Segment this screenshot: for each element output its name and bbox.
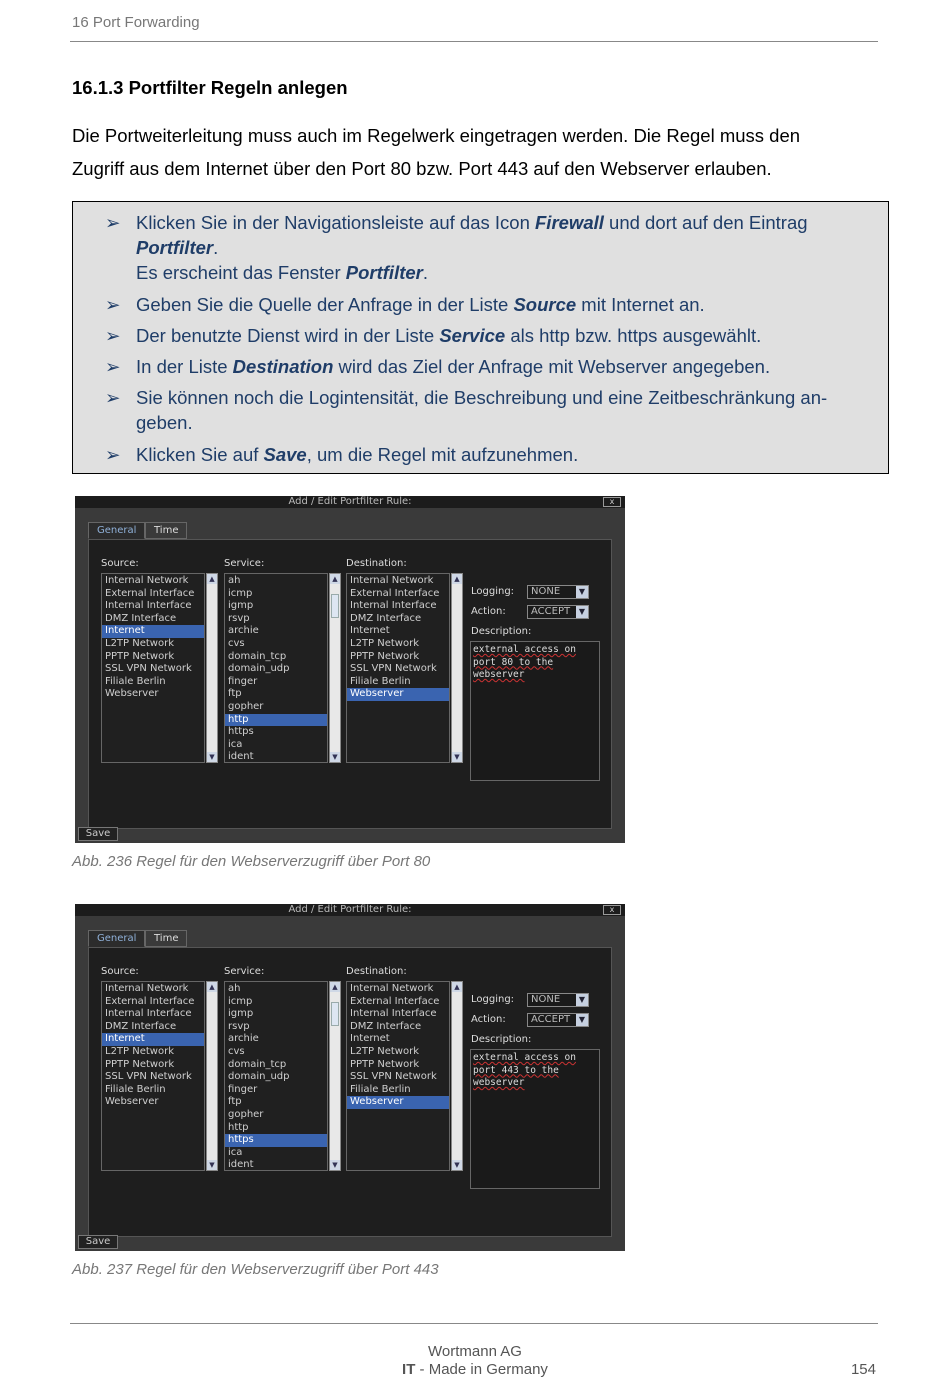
- destination-list-item[interactable]: L2TP Network: [350, 1045, 420, 1057]
- arrow-bullet-icon: ➢: [105, 356, 121, 377]
- logging-value: NONE: [531, 586, 561, 597]
- step-6-save: Save: [263, 444, 307, 465]
- service-list-item[interactable]: domain_udp: [228, 1071, 290, 1083]
- step-1-text-e: .: [213, 237, 219, 258]
- dialog-title: Add / Edit Portfilter Rule:: [288, 904, 412, 915]
- service-list-item[interactable]: icmp: [228, 995, 253, 1007]
- scroll-up-icon[interactable]: ▲: [207, 982, 217, 992]
- scroll-up-icon[interactable]: ▲: [330, 574, 340, 584]
- logging-label: Logging:: [471, 994, 515, 1005]
- intro-line-1: Die Portweiterleitung muss auch im Regelwerk eingetragen werden. Die Regel muss den: [72, 125, 801, 146]
- destination-list-item[interactable]: Internal Network: [350, 575, 434, 586]
- step-1-text-a: Klicken Sie in der Navigationsleiste auf das Icon: [136, 212, 535, 233]
- destination-list-item[interactable]: PPTP Network: [350, 1058, 420, 1070]
- close-icon[interactable]: x: [603, 905, 621, 915]
- step-5-text-b: geben.: [136, 412, 193, 433]
- description-line: external access on: [473, 1052, 576, 1063]
- destination-list-item[interactable]: External Interface: [350, 587, 440, 599]
- scroll-up-icon[interactable]: ▲: [330, 982, 340, 992]
- figure-caption-236: Abb. 236 Regel für den Webserverzugriff über Port 80: [72, 853, 431, 870]
- logging-label: Logging:: [471, 586, 515, 597]
- portfilter-dialog-screenshot-2: [75, 904, 625, 1251]
- tab-time[interactable]: Time: [145, 930, 187, 947]
- service-list-item[interactable]: domain_tcp: [228, 1058, 287, 1070]
- source-list-item[interactable]: Internet: [102, 1033, 204, 1046]
- service-list-scrollbar[interactable]: [329, 981, 341, 1171]
- service-list-item[interactable]: http: [228, 1121, 249, 1133]
- scroll-up-icon[interactable]: ▲: [452, 982, 462, 992]
- destination-label: Destination:: [346, 558, 407, 569]
- source-list-scrollbar[interactable]: [206, 573, 218, 763]
- footer-tag-bold: IT: [402, 1361, 416, 1378]
- destination-list-item[interactable]: Internal Network: [350, 983, 434, 994]
- destination-list-item[interactable]: Filiale Berlin: [350, 675, 411, 687]
- service-list-item[interactable]: finger: [228, 675, 258, 687]
- source-list-item[interactable]: L2TP Network: [105, 637, 175, 649]
- tab-general[interactable]: General: [88, 930, 145, 947]
- description-line: port 80 to the: [473, 656, 554, 668]
- service-list-item[interactable]: ident: [228, 1159, 254, 1171]
- service-list-item[interactable]: domain_tcp: [228, 650, 287, 662]
- source-list-item[interactable]: Internal Network: [105, 983, 189, 994]
- arrow-bullet-icon: ➢: [105, 444, 121, 465]
- footer-divider: [70, 1323, 878, 1324]
- service-list-scrollbar[interactable]: [329, 573, 341, 763]
- destination-list-item[interactable]: Internal Interface: [350, 600, 437, 612]
- step-4-text-a: In der Liste: [136, 356, 233, 377]
- service-label: Service:: [224, 558, 265, 569]
- source-list-item[interactable]: Webserver: [105, 688, 159, 700]
- source-list-item[interactable]: Internet: [102, 625, 204, 638]
- destination-list[interactable]: [346, 981, 450, 1171]
- arrow-bullet-icon: ➢: [105, 325, 121, 346]
- source-list-item[interactable]: PPTP Network: [105, 1058, 175, 1070]
- service-list-item[interactable]: icmp: [228, 587, 253, 599]
- service-list-item[interactable]: ftp: [228, 688, 242, 700]
- dialog-titlebar: [75, 496, 625, 508]
- scroll-down-icon[interactable]: ▼: [330, 752, 340, 762]
- destination-list-item[interactable]: Internet: [350, 625, 390, 637]
- step-2-source: Source: [513, 294, 577, 315]
- chevron-down-icon[interactable]: ▼: [576, 994, 588, 1006]
- description-line: port 443 to the: [473, 1064, 559, 1076]
- step-1-text-f: Es erscheint das Fenster: [136, 262, 346, 283]
- scroll-down-icon[interactable]: ▼: [452, 752, 462, 762]
- intro-line-2: Zugriff aus dem Internet über den Port 80 bzw. Port 443 auf den Webserver erlauben.: [72, 158, 772, 179]
- destination-list-item[interactable]: Webserver: [347, 688, 449, 701]
- step-5-text-a: Sie können noch die Logintensität, die Beschreibung und eine Zeitbeschränkung an-: [136, 387, 828, 408]
- service-list-item[interactable]: rsvp: [228, 1020, 250, 1032]
- step-4-text-c: wird das Ziel der Anfrage mit Webserver angegeben.: [333, 356, 771, 377]
- description-textarea[interactable]: [470, 1049, 600, 1189]
- destination-list-scrollbar[interactable]: [451, 573, 463, 763]
- service-list-item[interactable]: archie: [228, 625, 259, 637]
- source-list[interactable]: [101, 981, 205, 1171]
- intro-paragraph: [72, 119, 872, 185]
- service-list-item[interactable]: rsvp: [228, 612, 250, 624]
- destination-list-item[interactable]: External Interface: [350, 995, 440, 1007]
- destination-list-item[interactable]: DMZ Interface: [350, 612, 422, 624]
- description-line: webserver: [473, 669, 525, 680]
- destination-list-scrollbar[interactable]: [451, 981, 463, 1171]
- description-line: webserver: [473, 1077, 525, 1088]
- close-icon[interactable]: x: [603, 497, 621, 507]
- destination-list-item[interactable]: Filiale Berlin: [350, 1083, 411, 1095]
- step-6-text-a: Klicken Sie auf: [136, 444, 264, 465]
- scroll-down-icon[interactable]: ▼: [207, 752, 217, 762]
- step-6-text-c: , um die Regel mit aufzunehmen.: [306, 444, 579, 465]
- step-1-text-c: und dort auf den Eintrag: [603, 212, 808, 233]
- step-2-text-c: mit Internet an.: [576, 294, 705, 315]
- scroll-thumb[interactable]: [331, 594, 339, 618]
- source-list-item[interactable]: L2TP Network: [105, 1045, 175, 1057]
- step-1-text-h: .: [422, 262, 428, 283]
- service-label: Service:: [224, 966, 265, 977]
- scroll-down-icon[interactable]: ▼: [452, 1160, 462, 1170]
- destination-list-item[interactable]: Internet: [350, 1033, 390, 1045]
- logging-select[interactable]: [527, 585, 589, 599]
- section-title: 16.1.3 Portfilter Regeln anlegen: [72, 77, 348, 98]
- source-list-item[interactable]: PPTP Network: [105, 650, 175, 662]
- service-list-item[interactable]: archie: [228, 1033, 259, 1045]
- service-list-item[interactable]: ident: [228, 751, 254, 763]
- tab-time[interactable]: Time: [145, 522, 187, 539]
- service-list[interactable]: [224, 573, 328, 763]
- scroll-up-icon[interactable]: ▲: [452, 574, 462, 584]
- service-list-item[interactable]: cvs: [228, 637, 245, 649]
- source-list-item[interactable]: SSL VPN Network: [105, 663, 192, 675]
- service-list-item[interactable]: http: [225, 714, 327, 727]
- arrow-bullet-icon: ➢: [105, 294, 121, 315]
- source-list-item[interactable]: Internal Network: [105, 575, 189, 586]
- destination-list-item[interactable]: SSL VPN Network: [350, 663, 437, 675]
- service-list-item[interactable]: gopher: [228, 700, 264, 712]
- description-label: Description:: [471, 626, 532, 637]
- service-list-item[interactable]: ica: [228, 1146, 243, 1158]
- logging-value: NONE: [531, 994, 561, 1005]
- source-list-item[interactable]: Filiale Berlin: [105, 1083, 166, 1095]
- action-label: Action:: [471, 606, 506, 617]
- step-3-text-a: Der benutzte Dienst wird in der Liste: [136, 325, 440, 346]
- action-value: ACCEPT: [531, 606, 571, 617]
- service-list-item[interactable]: ah: [228, 983, 241, 994]
- action-select[interactable]: [527, 1013, 589, 1027]
- step-1-firewall: Firewall: [535, 212, 604, 233]
- scroll-thumb[interactable]: [331, 1002, 339, 1026]
- figure-caption-237: Abb. 237 Regel für den Webserverzugriff über Port 443: [72, 1261, 439, 1278]
- service-list-item[interactable]: https: [228, 726, 254, 738]
- running-header: 16 Port Forwarding: [72, 14, 200, 31]
- service-list-item[interactable]: domain_udp: [228, 663, 290, 675]
- scroll-up-icon[interactable]: ▲: [207, 574, 217, 584]
- logging-select[interactable]: [527, 993, 589, 1007]
- instruction-box: [72, 201, 889, 474]
- destination-label: Destination:: [346, 966, 407, 977]
- footer-tag-rest: - Made in Germany: [415, 1361, 548, 1378]
- footer-tagline: [0, 1361, 950, 1378]
- destination-list-item[interactable]: Webserver: [347, 1096, 449, 1109]
- dialog-title: Add / Edit Portfilter Rule:: [288, 496, 412, 507]
- service-list-item[interactable]: igmp: [228, 600, 254, 612]
- description-label: Description:: [471, 1034, 532, 1045]
- service-list[interactable]: [224, 981, 328, 1171]
- portfilter-dialog-screenshot-1: [75, 496, 625, 843]
- header-divider: [70, 41, 878, 42]
- service-list-item[interactable]: finger: [228, 1083, 258, 1095]
- chevron-down-icon[interactable]: ▼: [576, 586, 588, 598]
- step-1-portfilter: Portfilter: [136, 237, 214, 258]
- destination-list-item[interactable]: L2TP Network: [350, 637, 420, 649]
- step-2-text-a: Geben Sie die Quelle der Anfrage in der Liste: [136, 294, 514, 315]
- source-list-item[interactable]: DMZ Interface: [105, 1020, 177, 1032]
- destination-list-item[interactable]: SSL VPN Network: [350, 1071, 437, 1083]
- source-list-item[interactable]: Filiale Berlin: [105, 675, 166, 687]
- source-list-item[interactable]: DMZ Interface: [105, 612, 177, 624]
- source-list-item[interactable]: Webserver: [105, 1096, 159, 1108]
- source-label: Source:: [101, 966, 139, 977]
- step-3-service: Service: [439, 325, 506, 346]
- scroll-down-icon[interactable]: ▼: [330, 1160, 340, 1170]
- footer-company: Wortmann AG: [428, 1343, 522, 1360]
- description-textarea[interactable]: [470, 641, 600, 781]
- service-list-item[interactable]: gopher: [228, 1108, 264, 1120]
- scroll-down-icon[interactable]: ▼: [207, 1160, 217, 1170]
- service-list-item[interactable]: cvs: [228, 1045, 245, 1057]
- service-list-item[interactable]: ica: [228, 738, 243, 750]
- destination-list-item[interactable]: Internal Interface: [350, 1008, 437, 1020]
- description-line: external access on: [473, 644, 576, 655]
- chevron-down-icon[interactable]: ▼: [576, 1014, 588, 1026]
- step-4-destination: Destination: [232, 356, 334, 377]
- destination-list-item[interactable]: DMZ Interface: [350, 1020, 422, 1032]
- destination-list-item[interactable]: PPTP Network: [350, 650, 420, 662]
- tab-general[interactable]: General: [88, 522, 145, 539]
- source-list-scrollbar[interactable]: [206, 981, 218, 1171]
- source-list[interactable]: [101, 573, 205, 763]
- save-button[interactable]: Save: [78, 827, 118, 841]
- step-1-portfilter-window: Portfilter: [345, 262, 423, 283]
- arrow-bullet-icon: ➢: [105, 387, 121, 408]
- service-list-item[interactable]: ah: [228, 575, 241, 586]
- service-list-item[interactable]: https: [225, 1134, 327, 1147]
- action-select[interactable]: [527, 605, 589, 619]
- source-list-item[interactable]: External Interface: [105, 995, 195, 1007]
- source-list-item[interactable]: SSL VPN Network: [105, 1071, 192, 1083]
- source-label: Source:: [101, 558, 139, 569]
- service-list-item[interactable]: ftp: [228, 1096, 242, 1108]
- source-list-item[interactable]: Internal Interface: [105, 600, 192, 612]
- action-value: ACCEPT: [531, 1014, 571, 1025]
- destination-list[interactable]: [346, 573, 450, 763]
- page-number: 154: [850, 1361, 876, 1378]
- source-list-item[interactable]: External Interface: [105, 587, 195, 599]
- arrow-bullet-icon: ➢: [105, 212, 121, 233]
- save-button[interactable]: Save: [78, 1235, 118, 1249]
- step-3-text-c: als http bzw. https ausgewählt.: [505, 325, 762, 346]
- chevron-down-icon[interactable]: ▼: [576, 606, 588, 618]
- dialog-titlebar: [75, 904, 625, 916]
- source-list-item[interactable]: Internal Interface: [105, 1008, 192, 1020]
- service-list-item[interactable]: igmp: [228, 1008, 254, 1020]
- action-label: Action:: [471, 1014, 506, 1025]
